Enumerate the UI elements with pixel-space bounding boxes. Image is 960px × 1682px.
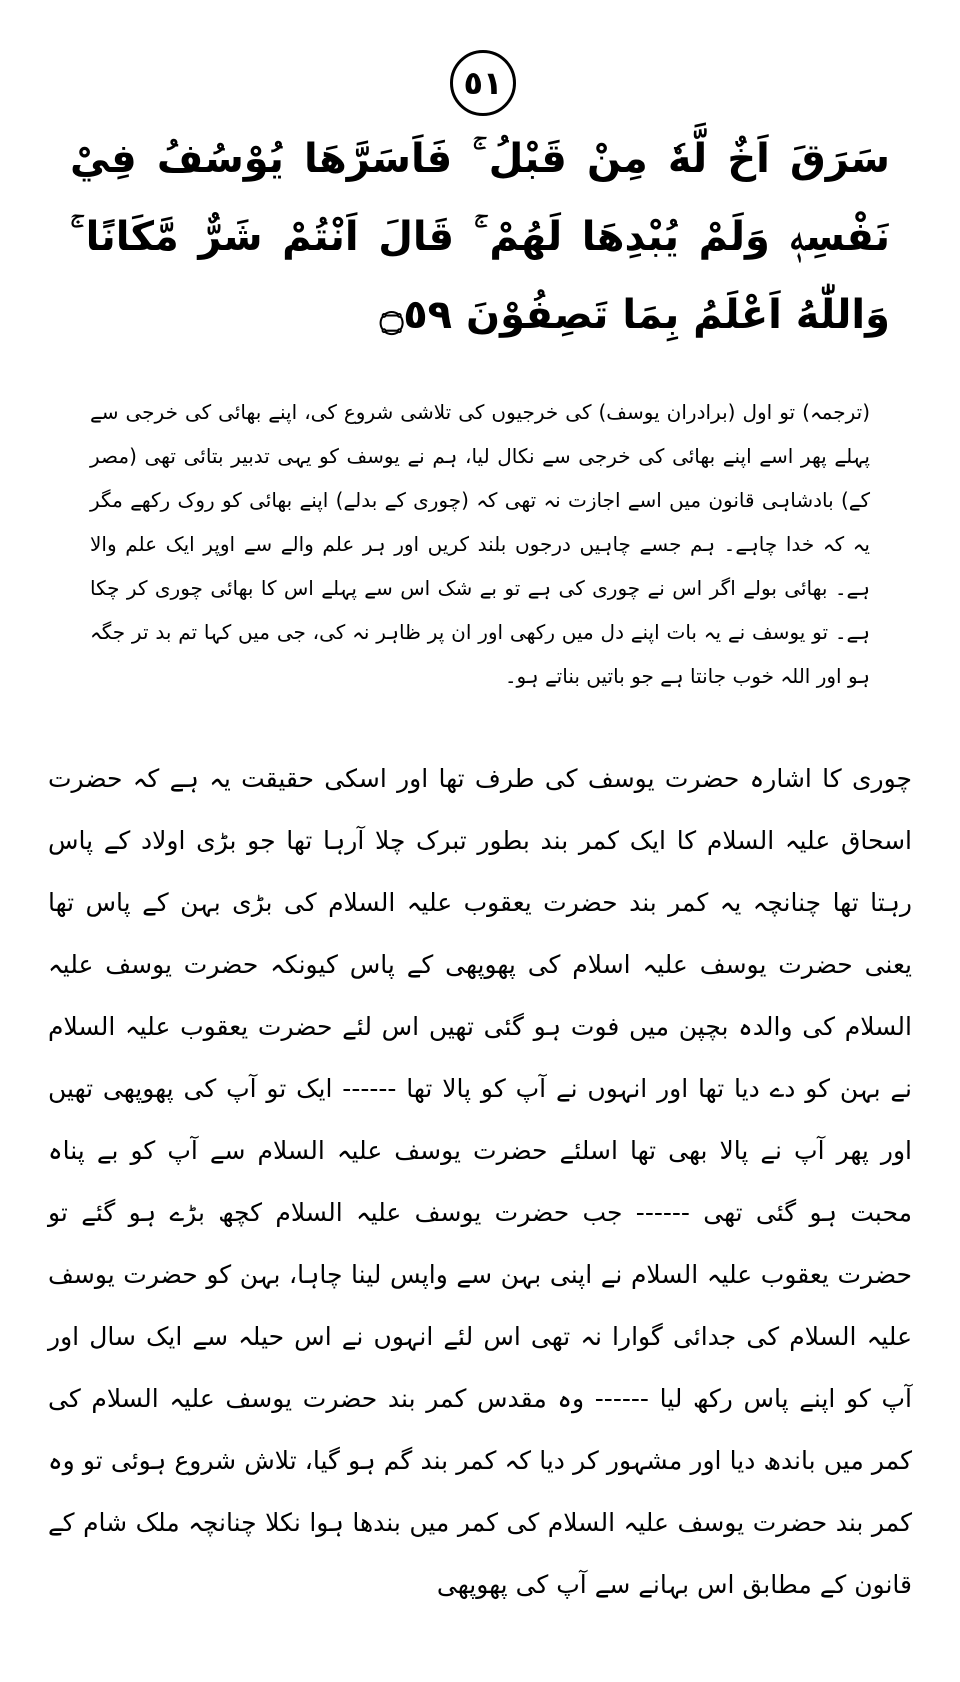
translation-paragraph: (ترجمہ) تو اول (برادران یوسف) کی خرجیوں کی تلاشی شروع کی، اپنے بھائی کی خرجی سے پہلے پھر اسے اپنے بھائی کی خرجی سے نکال لیا، ہم نے یوسف کو یہی تدبیر بتائی تھی (مصر کے) بادشاہی قانون میں اسے اجازت نہ تھی کہ (چوری کے بدلے) اپنے بھائی کو روک رکھے مگر یہ کہ خدا چاہے۔ ہم جسے چاہیں درجوں بلند کریں اور ہر علم والے سے اوپر ایک علم والا ہے۔ بھائی بولے اگر اس نے چوری کی ہے تو بے شک اس سے پہلے اس کا بھائی چوری کر چکا ہے۔ تو یوسف نے یہ بات اپنے دل میں رکھی اور ان پر ظاہر نہ کی، جی میں کہا تم بد تر جگہ ہو اور اللہ خوب جانتا ہے جو باتیں بناتے ہو۔ — [90, 400, 870, 688]
commentary-paragraph: چوری کا اشارہ حضرت یوسف کی طرف تھا اور اسکی حقیقت یہ ہے کہ حضرت اسحاق علیہ السلام کا ایک کمر بند بطور تبرک چلا آرہا تھا جو بڑی اولاد کے پاس رہتا تھا چنانچہ یہ کمر بند حضرت یعقوب علیہ السلام کی بڑی بہن کے پاس تھا یعنی حضرت یوسف علیہ اسلام کی پھوپھی کے پاس کیونکہ حضرت یوسف علیہ السلام کی والدہ بچپن میں فوت ہو گئی تھیں اس لئے حضرت یعقوب علیہ السلام نے بہن کو دے دیا تھا اور انہوں نے آپ کو پالا تھا ------ ایک تو آپ کی پھوپھی تھیں اور پھر آپ نے پالا بھی تھا اسلئے حضرت یوسف علیہ السلام سے آپ کو بے پناہ محبت ہو گئی تھی ------ جب حضرت یوسف علیہ السلام کچھ بڑے ہو گئے تو حضرت یعقوب علیہ السلام نے اپنی بہن سے واپس لینا چاہا، بہن کو حضرت یوسف علیہ السلام کی جدائی گوارا نہ تھی اس لئے انہوں نے اس حیلہ سے ایک سال اور آپ کو اپنے پاس رکھ لیا ------ وہ مقدس کمر بند حضرت یوسف علیہ السلام کی کمر میں باندھ دیا اور مشہور کر دیا کہ کمر بند گم ہو گیا، تلاش شروع ہوئی تو وہ کمر بند حضرت یوسف علیہ السلام کی کمر میں بندھا ہوا نکلا چنانچہ ملک شام کے قانون کے مطابق اس بہانے سے آپ کی پھوپھی — [48, 764, 912, 1599]
page-number-badge: ٥١ — [450, 50, 516, 116]
quran-verse: سَرَقَ اَخٌ لَّهٗ مِنْ قَبْلُ ۚ فَاَسَرَّهَا يُوْسُفُ فِيْ نَفْسِهٖ وَلَمْ يُبْدِهَا لَهُمْ ۚ قَالَ اَنْتُمْ شَرٌّ مَّكَانًا ۚ وَاللّٰهُ اَعْلَمُ بِمَا تَصِفُوْنَ ۝٥٩ — [70, 136, 890, 338]
